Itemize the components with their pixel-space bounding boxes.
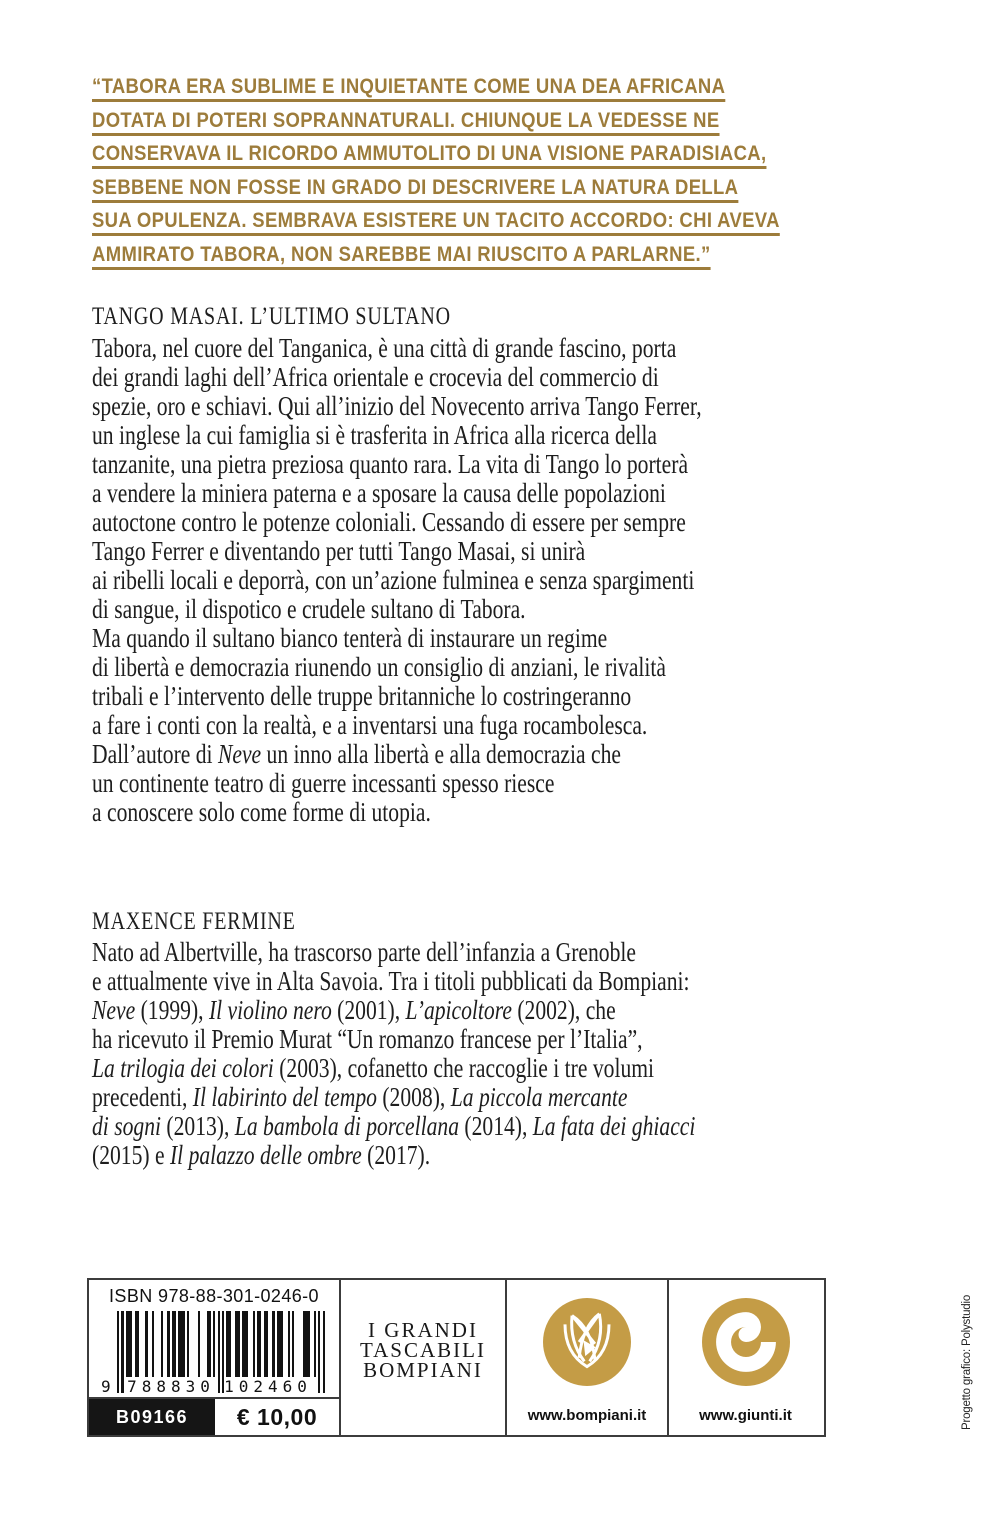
- barcode-digit-left: 9: [101, 1377, 111, 1396]
- text-line: e attualmente vive in Alta Savoia. Tra i titoli pubblicati da Bompiani:: [92, 966, 690, 996]
- isbn-cell: [89, 1280, 339, 1435]
- text-line: CONSERVAVA IL RICORDO AMMUTOLITO DI UNA VISIONE PARADISIACA,: [92, 142, 767, 165]
- text-line: I GRANDI: [368, 1317, 478, 1342]
- text-line: precedenti, Il labirinto del tempo (2008), La piccola mercante: [92, 1082, 628, 1112]
- text-line: Ma quando il sultano bianco tenterà di instaurare un regime: [92, 623, 608, 653]
- text-line: SUA OPULENZA. SEMBRAVA ESISTERE UN TACITO ACCORDO: CHI AVEVA: [92, 209, 780, 232]
- text-line: SEBBENE NON FOSSE IN GRADO DI DESCRIVERE LA NATURA DELLA: [92, 175, 739, 199]
- text-line: Tabora, nel cuore del Tanganica, è una città di grande fascino, porta: [92, 333, 677, 363]
- text-line: ai ribelli locali e deporrà, con un’azione fulminea e senza spargimenti: [92, 565, 695, 595]
- text-line: tribali e l’intervento delle truppe britanniche lo costringeranno: [92, 681, 632, 711]
- price-label: € 10,00: [236, 1403, 318, 1430]
- text-line: a fare i conti con la realtà, e a inventarsi una fuga rocambolesca.: [92, 710, 648, 740]
- text-line: AMMIRATO TABORA, NON SAREBBE MAI RIUSCITO A PARLARNE.”: [92, 242, 711, 266]
- isbn-label: ISBN 978-88-301-0246-0: [109, 1286, 319, 1306]
- synopsis-text: [92, 334, 702, 827]
- giunti-cell: [667, 1280, 822, 1435]
- text-line: Nato ad Albertville, ha trascorso parte dell’infanzia a Grenoble: [92, 937, 636, 967]
- barcode-digit-group2: 102460: [224, 1377, 312, 1396]
- cover-quote: [92, 70, 780, 271]
- text-line: DOTATA DI POTERI SOPRANNATURALI. CHIUNQUE LA VEDESSE NE: [92, 108, 720, 132]
- edition-code-badge: B09166: [89, 1399, 215, 1435]
- text-line: TASCABILI: [360, 1337, 486, 1362]
- text-line: autoctone contro le potenze coloniali. Cessando di essere per sempre: [92, 507, 686, 537]
- series-cell: [339, 1280, 505, 1435]
- bompiani-url: www.bompiani.it: [527, 1407, 647, 1424]
- design-credit: Progetto grafico: Polystudio: [961, 1294, 973, 1430]
- price-row: [89, 1397, 339, 1435]
- text-line: Neve (1999), Il violino nero (2001), L’apicoltore (2002), che: [92, 995, 616, 1025]
- author-name: MAXENCE FERMINE: [92, 908, 296, 935]
- series-title: [341, 1272, 505, 1427]
- text-line: tanzanite, una pietra preziosa quanto rara. La vita di Tango lo porterà: [92, 449, 689, 479]
- text-line: “TABORA ERA SUBLIME E INQUIETANTE COME UNA DEA AFRICANA: [92, 75, 726, 98]
- text-line: BOMPIANI: [363, 1357, 483, 1382]
- giunti-g-icon: [702, 1298, 790, 1386]
- text-line: La trilogia dei colori (2003), cofanetto che raccoglie i tre volumi: [92, 1053, 655, 1083]
- synopsis-title: TANGO MASAI. L’ULTIMO SULTANO: [92, 303, 451, 330]
- text-line: Dall’autore di Neve un inno alla libertà e alla democrazia che: [92, 739, 621, 769]
- text-line: a vendere la miniera paterna e a sposare la causa delle popolazioni: [92, 478, 666, 508]
- bompiani-cell: [505, 1280, 667, 1435]
- text-line: spezie, oro e schiavi. Qui all’inizio del Novecento arriva Tango Ferrer,: [92, 391, 702, 421]
- barcode-digit-group1: 788830: [127, 1377, 215, 1396]
- text-line: Tango Ferrer e diventando per tutti Tango Masai, si unirà: [92, 536, 586, 566]
- text-line: ha ricevuto il Premio Murat “Un romanzo francese per l’Italia”,: [92, 1024, 643, 1054]
- footer-bar: [87, 1278, 826, 1437]
- giunti-url: www.giunti.it: [699, 1407, 792, 1424]
- text-line: a conoscere solo come forme di utopia.: [92, 797, 431, 827]
- author-bio: [92, 938, 695, 1170]
- text-line: di sangue, il dispotico e crudele sultano di Tabora.: [92, 594, 526, 624]
- text-line: (2015) e Il palazzo delle ombre (2017).: [92, 1140, 431, 1170]
- bompiani-flower-icon: [543, 1298, 631, 1386]
- barcode: [101, 1311, 326, 1401]
- text-line: di libertà e democrazia riunendo un consiglio di anziani, le rivalità: [92, 652, 666, 682]
- text-line: dei grandi laghi dell’Africa orientale e crocevia del commercio di: [92, 362, 659, 392]
- text-line: un continente teatro di guerre incessanti spesso riesce: [92, 768, 555, 798]
- text-line: di sogni (2013), La bambola di porcellana (2014), La fata dei ghiacci: [92, 1111, 696, 1141]
- text-line: un inglese la cui famiglia si è trasferita in Africa alla ricerca della: [92, 420, 657, 450]
